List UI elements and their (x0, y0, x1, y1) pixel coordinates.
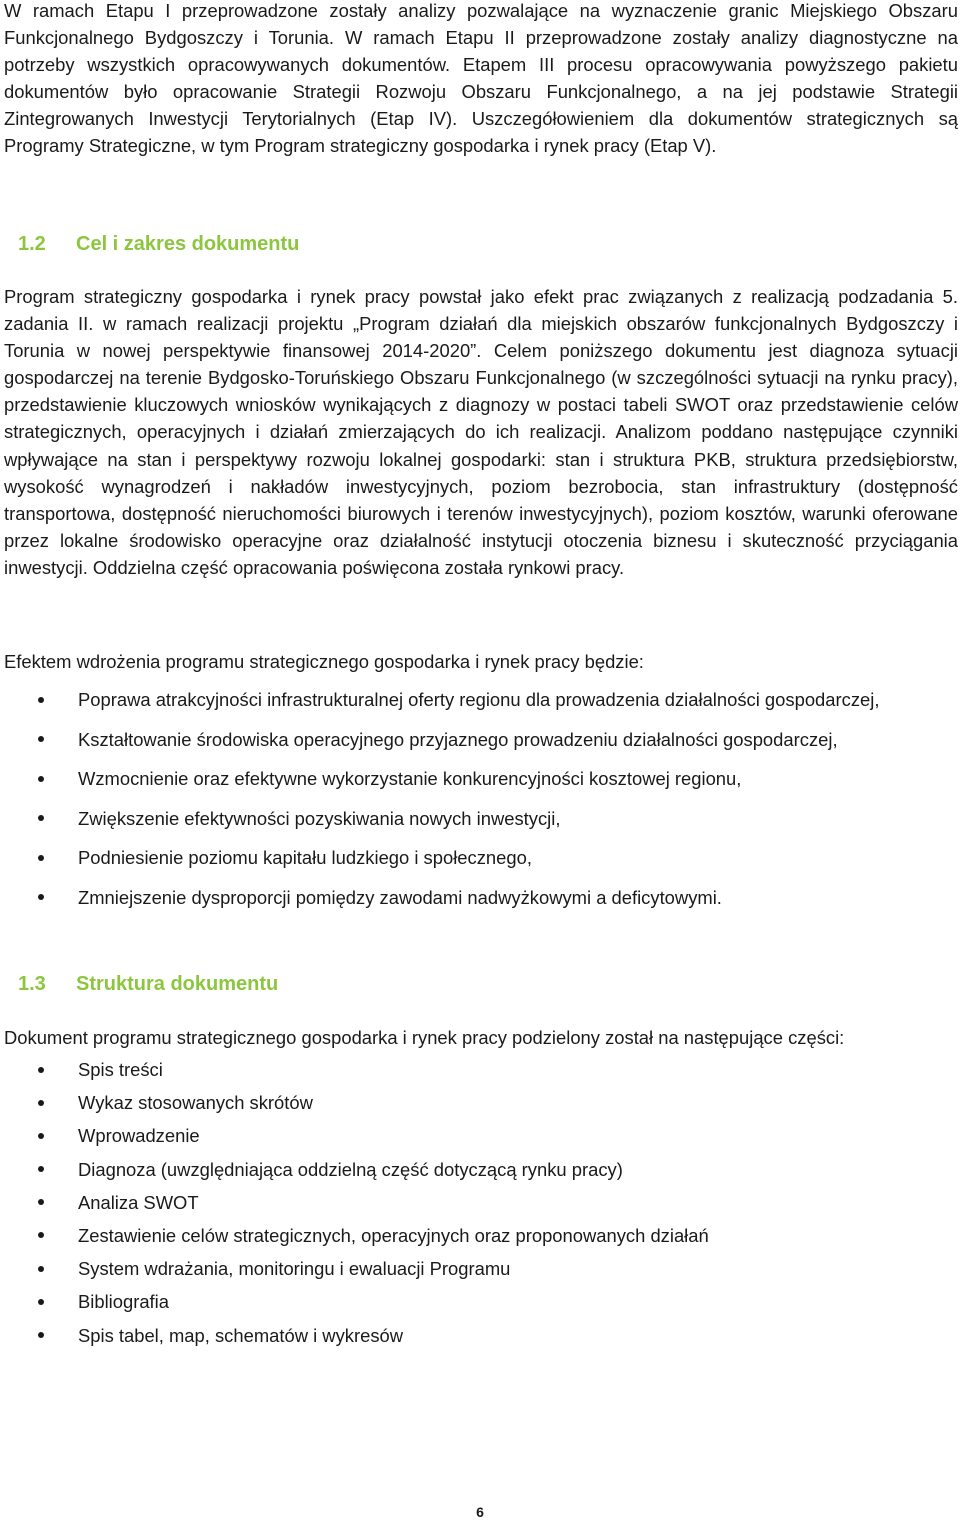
list-item: Bibliografia (0, 1288, 960, 1315)
section-number: 1.3 (18, 973, 46, 995)
section-number: 1.2 (18, 233, 46, 255)
list-item: Podniesienie poziomu kapitału ludzkiego i społecznego, (0, 844, 960, 871)
structure-intro-paragraph: Dokument programu strategicznego gospodarka i rynek pracy podzielony został na następujące części: (4, 1027, 845, 1048)
list-item: Wykaz stosowanych skrótów (0, 1089, 960, 1116)
section-heading-cel-i-zakres (18, 231, 299, 257)
list-item: Spis treści (0, 1056, 960, 1083)
list-item: Spis tabel, map, schematów i wykresów (0, 1322, 960, 1349)
list-item: Kształtowanie środowiska operacyjnego przyjaznego prowadzeniu działalności gospodarczej, (0, 726, 960, 753)
bullet-icon (38, 855, 44, 861)
list-item: Zwiększenie efektywności pozyskiwania nowych inwestycji, (0, 805, 960, 832)
bullet-icon (38, 894, 44, 900)
list-item: Zmniejszenie dysproporcji pomiędzy zawodami nadwyżkowymi a deficytowymi. (0, 884, 960, 911)
section-title: Struktura dokumentu (76, 973, 279, 995)
bullet-icon (38, 697, 44, 703)
bullet-icon (38, 1332, 44, 1338)
structure-list (0, 1056, 960, 1355)
page-number: 6 (476, 1504, 484, 1520)
bullet-icon (38, 815, 44, 821)
bullet-icon (38, 1100, 44, 1106)
purpose-paragraph: Program strategiczny gospodarka i rynek pracy powstał jako efekt prac związanych z realizacją podzadania 5. zadania II. w ramach realizacji projektu „Program działań dla miejskich obszarów funkcjonalnych Bydgoszczy i Torunia w nowej perspektywie finansowej 2014-2020”. Celem poniższego dokumentu jest diagnoza sytuacji gospodarczej na terenie Bydgosko-Toruńskiego Obszaru Funkcjonalnego (w szczególności sytuacji na rynku pracy), przedstawienie kluczowych wniosków wynikających z diagnozy w postaci tabeli SWOT oraz przedstawienie celów strategicznych, operacyjnych i działań zmierzających do ich realizacji. Analizom poddano następujące czynniki wpływające na stan i perspektywy rozwoju lokalnej gospodarki: stan i struktura PKB, struktura przedsiębiorstw, wysokość wynagrodzeń i nakładów inwestycyjnych, poziom bezrobocia, stan infrastruktury (dostępność transportowa, dostępność nieruchomości biurowych i terenów inwestycyjnych), poziom kosztów, warunki oferowane przez lokalne środowisko operacyjne oraz działalność instytucji otoczenia biznesu i skuteczność przyciągania inwestycji. Oddzielna część opracowania poświęcona została rynkowi pracy. (4, 286, 958, 578)
list-item: Wprowadzenie (0, 1122, 960, 1149)
list-item: System wdrażania, monitoringu i ewaluacji Programu (0, 1255, 960, 1282)
bullet-icon (38, 1166, 44, 1172)
bullet-icon (38, 1232, 44, 1238)
list-item: Analiza SWOT (0, 1189, 960, 1216)
bullet-icon (38, 1067, 44, 1073)
section-heading-struktura (18, 971, 278, 997)
bullet-icon (38, 1199, 44, 1205)
bullet-icon (38, 1266, 44, 1272)
intro-paragraph: W ramach Etapu I przeprowadzone zostały analizy pozwalające na wyznaczenie granic Miejskiego Obszaru Funkcjonalnego Bydgoszczy i Torunia. W ramach Etapu II przeprowadzone zostały analizy diagnostyczne na potrzeby wszystkich opracowywanych dokumentów. Etapem III procesu opracowywania powyższego pakietu dokumentów było opracowanie Strategii Rozwoju Obszaru Funkcjonalnego, a na jej podstawie Strategii Zintegrowanych Inwestycji Terytorialnych (Etap IV). Uszczegółowieniem dla dokumentów strategicznych są Programy Strategiczne, w tym Program strategiczny gospodarka i rynek pracy (Etap V). (4, 0, 958, 157)
section-title: Cel i zakres dokumentu (76, 233, 300, 255)
bullet-icon (38, 776, 44, 782)
effects-list (0, 686, 960, 924)
list-item: Wzmocnienie oraz efektywne wykorzystanie konkurencyjności kosztowej regionu, (0, 765, 960, 792)
bullet-icon (38, 736, 44, 742)
list-item: Poprawa atrakcyjności infrastrukturalnej oferty regionu dla prowadzenia działalności gospodarczej, (0, 686, 960, 713)
effects-intro-paragraph: Efektem wdrożenia programu strategicznego gospodarka i rynek pracy będzie: (4, 651, 644, 672)
bullet-icon (38, 1133, 44, 1139)
list-item: Diagnoza (uwzględniająca oddzielną część dotyczącą rynku pracy) (0, 1156, 960, 1183)
list-item: Zestawienie celów strategicznych, operacyjnych oraz proponowanych działań (0, 1222, 960, 1249)
bullet-icon (38, 1299, 44, 1305)
